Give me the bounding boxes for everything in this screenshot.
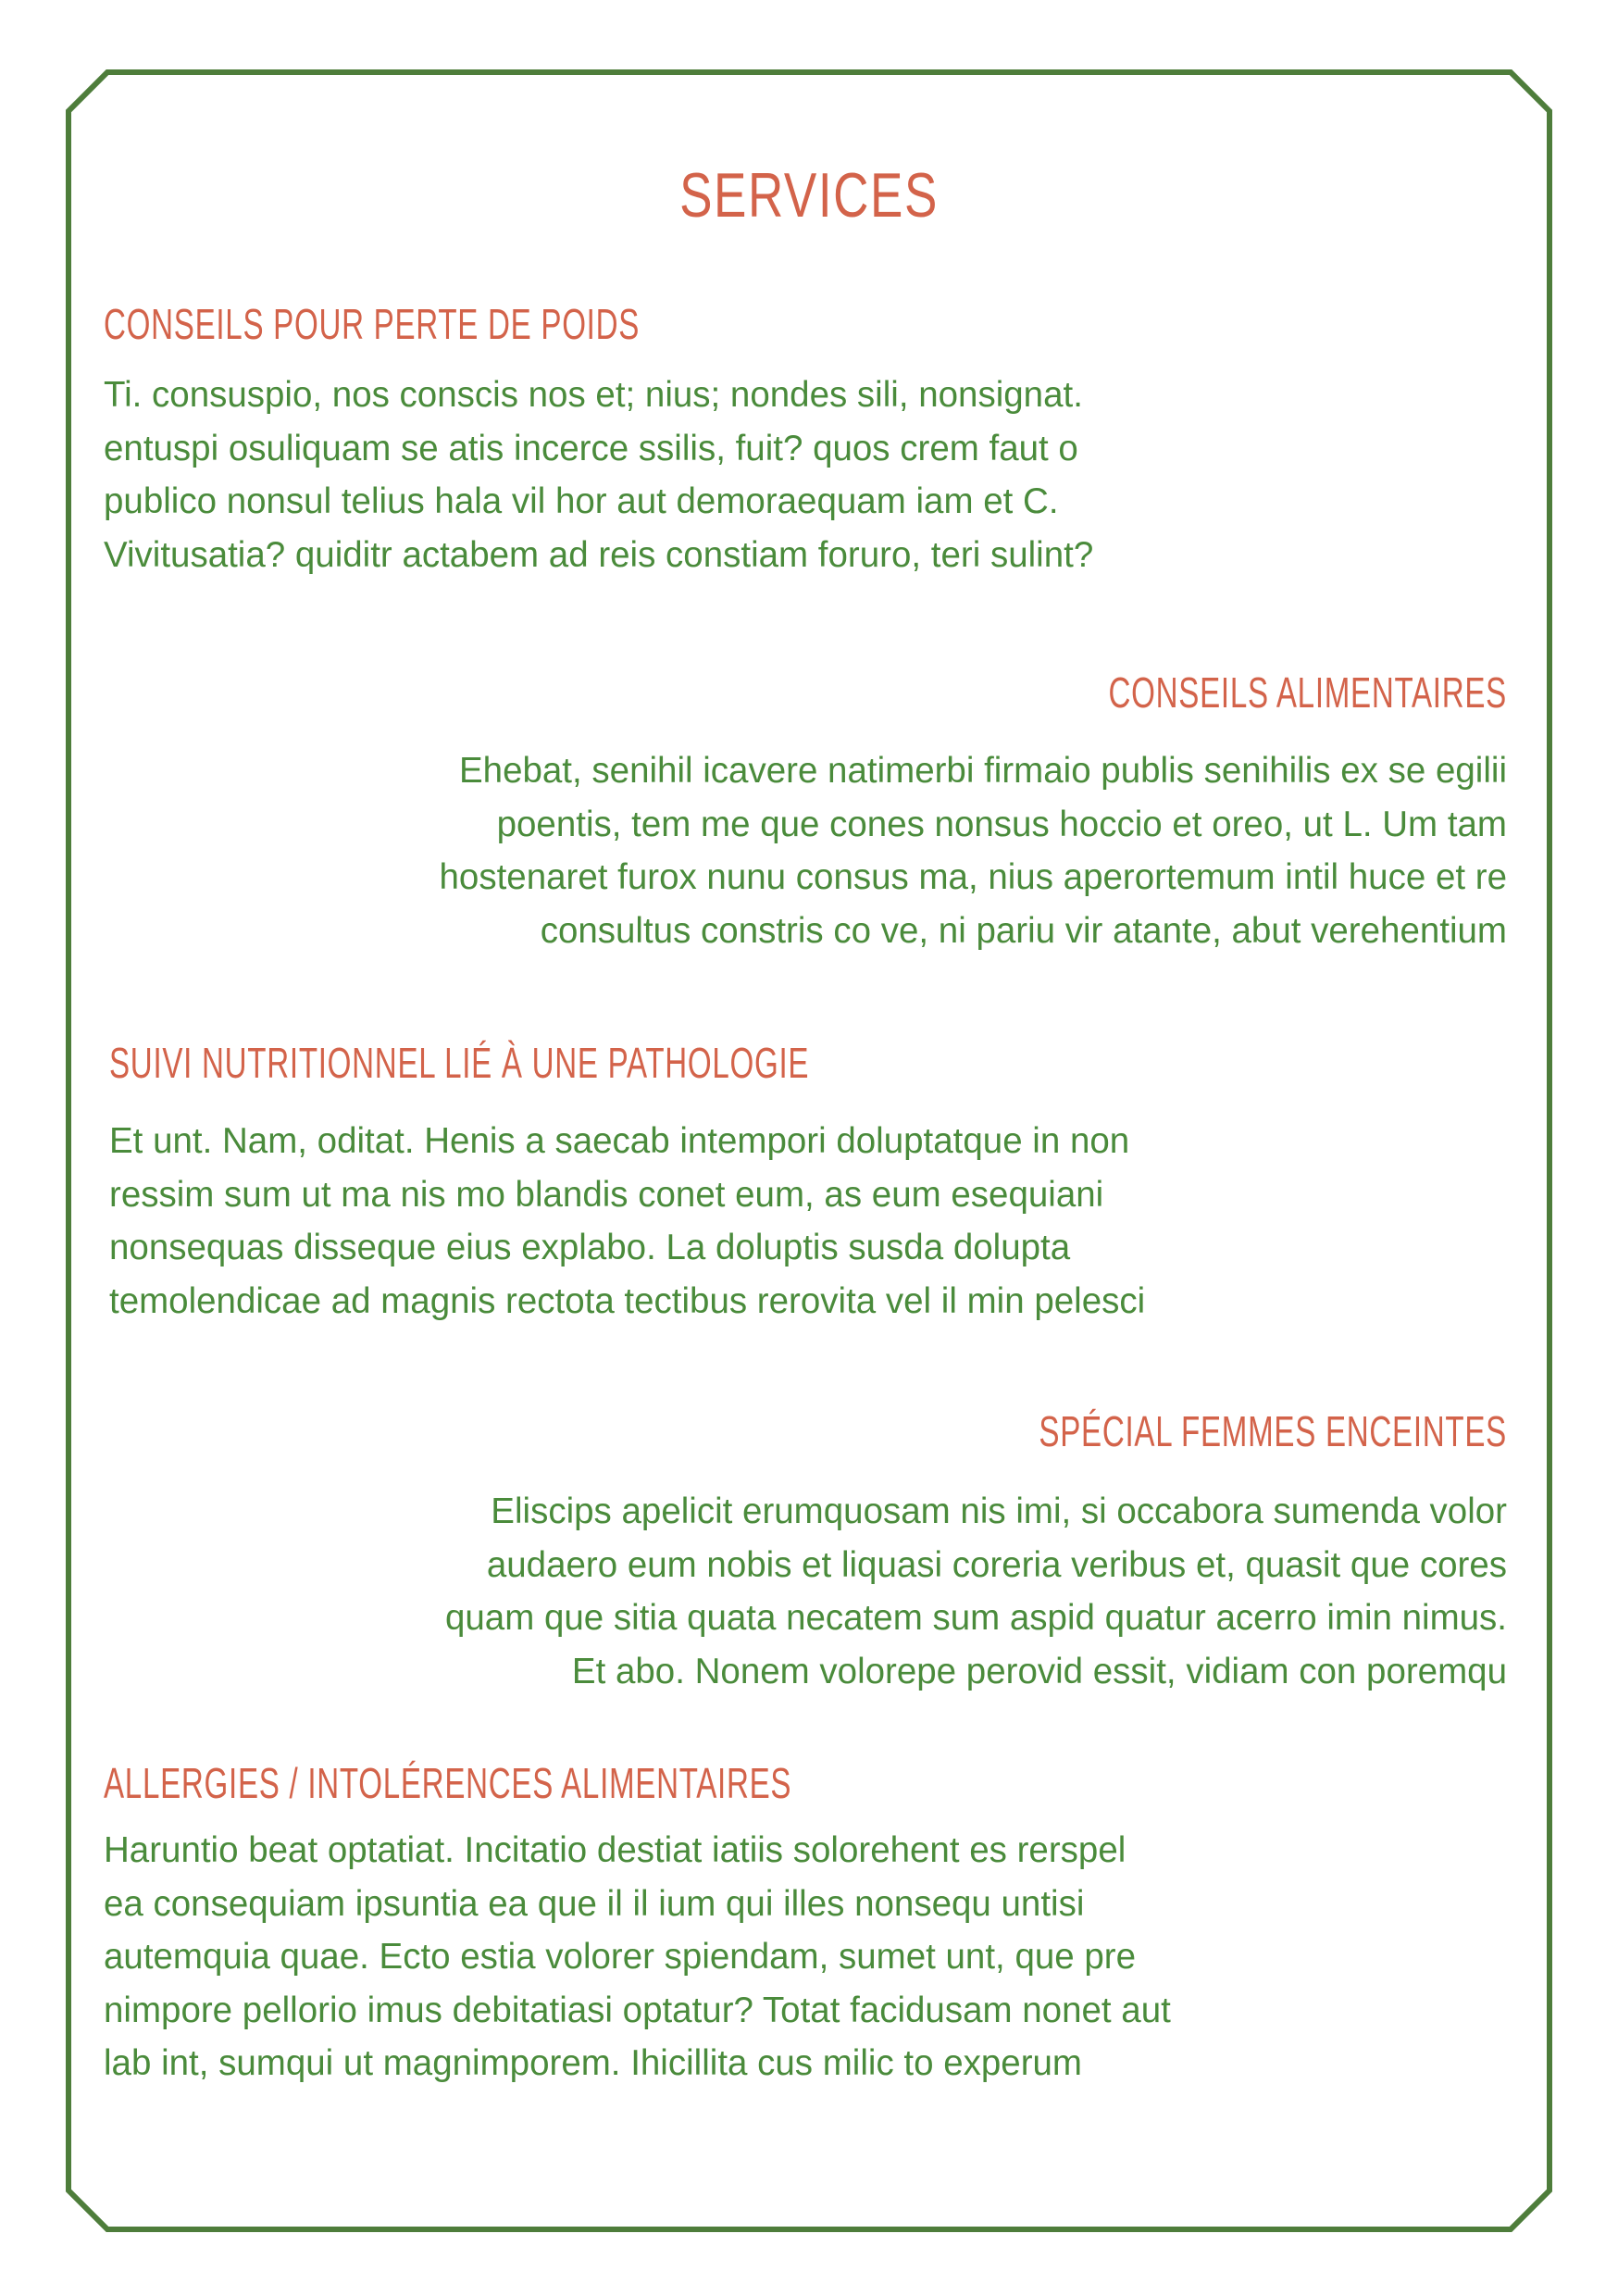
service-section-food-advice: [111, 665, 1507, 957]
body-line: Ehebat, senihil icavere natimerbi firmaio publis senihilis ex se egilii: [458, 751, 1507, 791]
section-heading: SUIVI NUTRITIONNEL LIÉ À UNE PATHOLOGIE: [109, 1039, 810, 1087]
body-line: hostenaret furox nunu consus ma, nius aperortemum intil huce et re: [439, 857, 1507, 897]
body-line: audaero eum nobis et liquasi coreria veribus et, quasit que cores: [486, 1544, 1507, 1585]
body-line: Ti. consuspio, nos conscis nos et; nius; nondes sili, nonsignat.: [104, 375, 1083, 415]
body-line: entuspi osuliquam se atis incerce ssilis, fuit? quos crem faut o: [104, 428, 1078, 468]
section-heading: ALLERGIES / INTOLÉRENCES ALIMENTAIRES: [104, 1759, 792, 1807]
body-line: Eliscips apelicit erumquosam nis imi, si occabora sumenda volor: [491, 1491, 1507, 1531]
section-body: [104, 1824, 1511, 2090]
service-section-weight-loss: [104, 296, 1511, 581]
body-line: temolendicae ad magnis rectota tectibus rerovita vel il min pelesci: [109, 1280, 1146, 1321]
body-line: autemquia quae. Ecto estia volorer spiendam, sumet unt, que pre: [104, 1937, 1137, 1977]
body-line: lab int, sumqui ut magnimporem. Ihicillita cus milic to experum: [104, 2043, 1083, 2083]
body-line: Haruntio beat optatiat. Incitatio destiat iatiis solorehent es rerspel: [104, 1830, 1126, 1870]
body-line: poentis, tem me que cones nonsus hoccio et oreo, ut L. Um tam: [496, 804, 1507, 844]
section-body: [104, 368, 1511, 581]
body-line: ressim sum ut ma nis mo blandis conet eum, as eum esequiani: [109, 1174, 1104, 1215]
body-line: nimpore pellorio imus debitatiasi optatur? Totat facidusam nonet aut: [104, 1990, 1171, 2030]
section-body: [109, 1115, 1507, 1328]
service-section-allergies: [104, 1755, 1511, 2090]
section-heading: CONSEILS ALIMENTAIRES: [1108, 668, 1507, 717]
section-heading: CONSEILS POUR PERTE DE POIDS: [104, 300, 641, 348]
body-line: nonsequas disseque eius explabo. La doluptis susda dolupta: [109, 1228, 1071, 1267]
body-line: consultus constris co ve, ni pariu vir atante, abut verehentium: [540, 910, 1507, 951]
page-title: SERVICES: [679, 160, 939, 231]
section-body: [111, 1485, 1507, 1698]
body-line: ea consequiam ipsuntia ea que il il ium qui illes nonsequ untisi: [104, 1883, 1085, 1924]
body-line: Et abo. Nonem volorepe perovid essit, vidiam con poremqu: [571, 1651, 1507, 1691]
section-body: [111, 744, 1507, 957]
section-heading: SPÉCIAL FEMMES ENCEINTES: [1039, 1407, 1507, 1455]
body-line: quam que sitia quata necatem sum aspid quatur acerro imin nimus.: [444, 1598, 1507, 1638]
body-line: publico nonsul telius hala vil hor aut demoraequam iam et C.: [104, 481, 1059, 521]
service-section-pathology: [109, 1035, 1507, 1328]
body-line: Et unt. Nam, oditat. Henis a saecab intempori doluptatque in non: [109, 1121, 1130, 1161]
body-line: Vivitusatia? quiditr actabem ad reis constiam foruro, teri sulint?: [104, 534, 1094, 575]
service-section-pregnant-women: [111, 1404, 1507, 1698]
